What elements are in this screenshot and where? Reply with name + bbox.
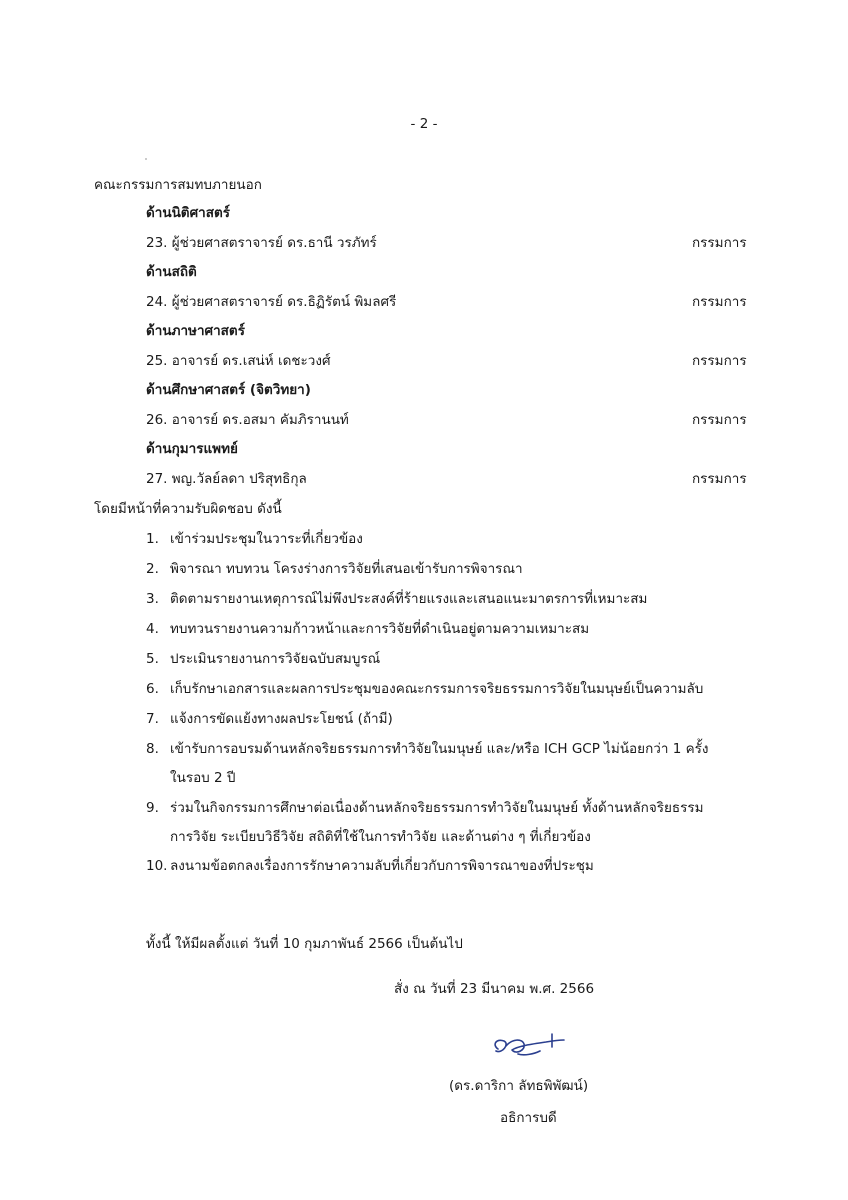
duty-text: พิจารณา ทบทวน โครงร่างการวิจัยที่เสนอเข้ารับการพิจารณา — [170, 561, 523, 577]
duties-heading: โดยมีหน้าที่ความรับผิดชอบ ดังนี้ — [94, 501, 282, 517]
member-name: 26. อาจารย์ ดร.อสมา คัมภิรานนท์ — [146, 412, 349, 428]
page-number: - 2 - — [410, 116, 438, 132]
speck-mark — [145, 158, 147, 160]
member-name: 25. อาจารย์ ดร.เสน่ห์ เดชะวงศ์ — [146, 353, 331, 369]
duty-item — [146, 587, 647, 609]
duty-text: เข้ารับการอบรมด้านหลักจริยธรรมการทำวิจัยในมนุษย์ และ/หรือ ICH GCP ไม่น้อยกว่า 1 ครั้ง — [170, 741, 709, 757]
duty-item — [146, 617, 589, 639]
duty-text-continuation: การวิจัย ระเบียบวิธีวิจัย สถิติที่ใช้ในการทำวิจัย และด้านต่าง ๆ ที่เกี่ยวข้อง — [170, 829, 591, 845]
member-role: กรรมการ — [692, 412, 747, 428]
duty-text: ทบทวนรายงานความก้าวหน้าและการวิจัยที่ดำเนินอยู่ตามความเหมาะสม — [170, 621, 590, 637]
member-name: 24. ผู้ช่วยศาสตราจารย์ ดร.ธิฏิรัตน์ พิมลศรี — [146, 294, 397, 310]
member-role: กรรมการ — [692, 353, 747, 369]
duty-number: 6. — [146, 681, 159, 697]
member-category: ด้านสถิติ — [146, 264, 197, 280]
duty-text: แจ้งการขัดแย้งทางผลประโยชน์ (ถ้ามี) — [170, 711, 393, 727]
duty-item — [146, 557, 523, 579]
duty-text: เข้าร่วมประชุมในวาระที่เกี่ยวข้อง — [170, 531, 363, 547]
duty-item — [146, 796, 704, 818]
duty-text: ประเมินรายงานการวิจัยฉบับสมบูรณ์ — [170, 651, 381, 667]
signer-name: (ดร.ดาริกา ลัทธพิพัฒน์) — [449, 1078, 589, 1094]
member-role: กรรมการ — [692, 471, 747, 487]
duty-number: 3. — [146, 591, 159, 607]
duty-number: 10. — [146, 858, 168, 874]
member-name: 27. พญ.วัลย์ลดา ปริสุทธิกุล — [146, 471, 307, 487]
duty-item — [146, 737, 708, 759]
duty-number: 7. — [146, 711, 159, 727]
signer-position: อธิการบดี — [500, 1110, 557, 1126]
duty-text-continuation: ในรอบ 2 ปี — [170, 770, 236, 786]
duty-item — [146, 707, 393, 729]
section-title: คณะกรรมการสมทบภายนอก — [94, 177, 262, 193]
duty-item — [146, 854, 594, 876]
duty-item — [146, 527, 363, 549]
member-role: กรรมการ — [692, 235, 747, 251]
duty-number: 4. — [146, 621, 159, 637]
member-role: กรรมการ — [692, 294, 747, 310]
duty-number: 5. — [146, 651, 159, 667]
duty-item — [146, 677, 703, 699]
duty-text: ติดตามรายงานเหตุการณ์ไม่พึงประสงค์ที่ร้ายแรงและเสนอแนะมาตรการที่เหมาะสม — [170, 591, 648, 607]
duty-text: เก็บรักษาเอกสารและผลการประชุมของคณะกรรมการจริยธรรมการวิจัยในมนุษย์เป็นความลับ — [170, 681, 704, 697]
duty-number: 8. — [146, 741, 159, 757]
member-category: ด้านนิติศาสตร์ — [146, 205, 230, 221]
effective-date-text: ทั้งนี้ ให้มีผลตั้งแต่ วันที่ 10 กุมภาพันธ์ 2566 เป็นต้นไป — [146, 936, 463, 952]
member-name: 23. ผู้ช่วยศาสตราจารย์ ดร.ธานี วรภัทร์ — [146, 235, 377, 251]
member-category: ด้านกุมารแพทย์ — [146, 441, 238, 457]
duty-number: 9. — [146, 800, 159, 816]
duty-number: 1. — [146, 531, 159, 547]
duty-text: ร่วมในกิจกรรมการศึกษาต่อเนื่องด้านหลักจริยธรรมการทำวิจัยในมนุษย์ ทั้งด้านหลักจริยธรรม — [170, 800, 704, 816]
signature-image — [488, 1030, 578, 1064]
member-category: ด้านภาษาศาสตร์ — [146, 323, 245, 339]
duty-text: ลงนามข้อตกลงเรื่องการรักษาความลับที่เกี่ยวกับการพิจารณาของที่ประชุม — [170, 858, 594, 874]
member-category: ด้านศึกษาศาสตร์ (จิตวิทยา) — [146, 382, 311, 398]
order-date: สั่ง ณ วันที่ 23 มีนาคม พ.ศ. 2566 — [394, 981, 595, 997]
duty-item — [146, 647, 380, 669]
duty-number: 2. — [146, 561, 159, 577]
